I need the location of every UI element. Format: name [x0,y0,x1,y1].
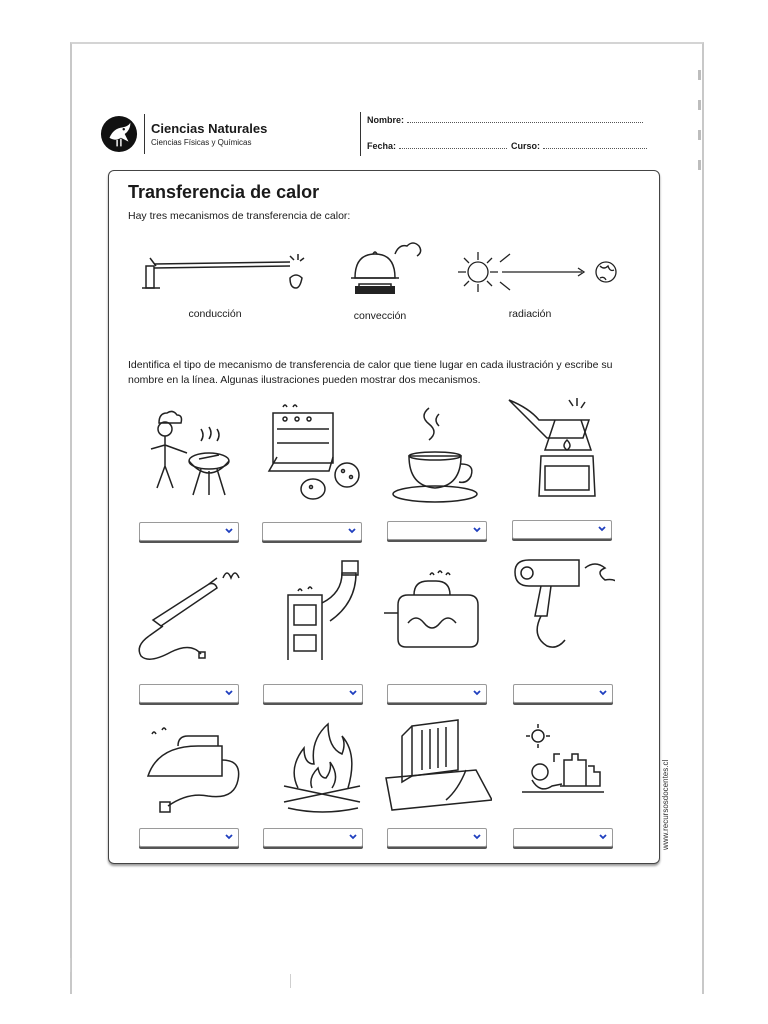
answer-select-8[interactable] [513,684,613,703]
name-line[interactable] [407,114,643,123]
bird-logo-icon [100,115,138,153]
campfire-icon [268,718,378,823]
chevron-down-icon [598,830,608,844]
date-label: Fecha: [367,141,397,151]
chevron-down-icon [348,686,358,700]
name-label: Nombre: [367,115,405,125]
radiator-icon [382,718,492,823]
boiling-pot-icon [345,240,425,302]
chevron-down-icon [472,523,482,537]
answer-select-6[interactable] [263,684,363,703]
course-field[interactable] [511,140,647,151]
side-url-text: www.recursosdocentes.cl [661,759,670,850]
curling-iron-icon [133,560,243,665]
answer-select-4[interactable] [512,520,612,539]
name-field[interactable] [367,114,643,125]
hot-cup-icon [385,400,495,505]
course-label: Curso: [511,141,540,151]
chevron-down-icon [224,830,234,844]
wood-stove-icon [268,555,378,660]
page-edge-mark [290,974,291,988]
answer-select-11[interactable] [387,828,487,847]
answer-select-3[interactable] [387,521,487,540]
mechanism-label-radiation: radiación [508,308,552,320]
answer-select-10[interactable] [263,828,363,847]
instructions-text: Identifica el tipo de mecanismo de transferencia de calor que tiene lugar en cada ilustración y escribe su nombre en la línea. Algunas ilustraciones pueden mostrar dos mecanismos. [128,359,613,386]
date-line[interactable] [399,140,507,149]
hair-dryer-icon [505,550,615,655]
chevron-down-icon [472,830,482,844]
heated-rod-icon [140,248,310,298]
sandcastle-sun-icon [510,722,620,827]
coffee-maker-icon [505,396,615,501]
page-edge-marks [698,70,702,210]
course-line[interactable] [543,140,647,149]
answer-select-1[interactable] [139,522,239,541]
brand-divider [144,114,145,154]
answer-select-12[interactable] [513,828,613,847]
intro-text: Hay tres mecanismos de transferencia de calor: [128,210,351,222]
answer-select-5[interactable] [139,684,239,703]
page-edge-mark [70,958,71,972]
clothes-iron-icon [138,720,248,825]
brand-title: Ciencias Naturales [151,120,268,136]
mechanism-label-convection: convección [353,310,407,322]
chevron-down-icon [597,522,607,536]
brand-block [100,112,267,156]
student-fields [360,112,651,156]
chevron-down-icon [347,524,357,538]
grill-cook-icon [135,405,245,510]
chevron-down-icon [348,830,358,844]
mechanism-label-conduction: conducción [188,308,242,320]
page-title: Transferencia de calor [128,182,320,202]
toaster-icon [378,567,488,672]
chevron-down-icon [472,686,482,700]
brand-subtitle: Ciencias Físicas y Químicas [151,137,252,147]
answer-select-7[interactable] [387,684,487,703]
sun-earth-icon [452,248,622,298]
date-field[interactable] [367,140,507,151]
oven-cookies-icon [263,403,373,508]
answer-select-2[interactable] [262,522,362,541]
chevron-down-icon [598,686,608,700]
chevron-down-icon [224,686,234,700]
answer-select-9[interactable] [139,828,239,847]
chevron-down-icon [224,524,234,538]
